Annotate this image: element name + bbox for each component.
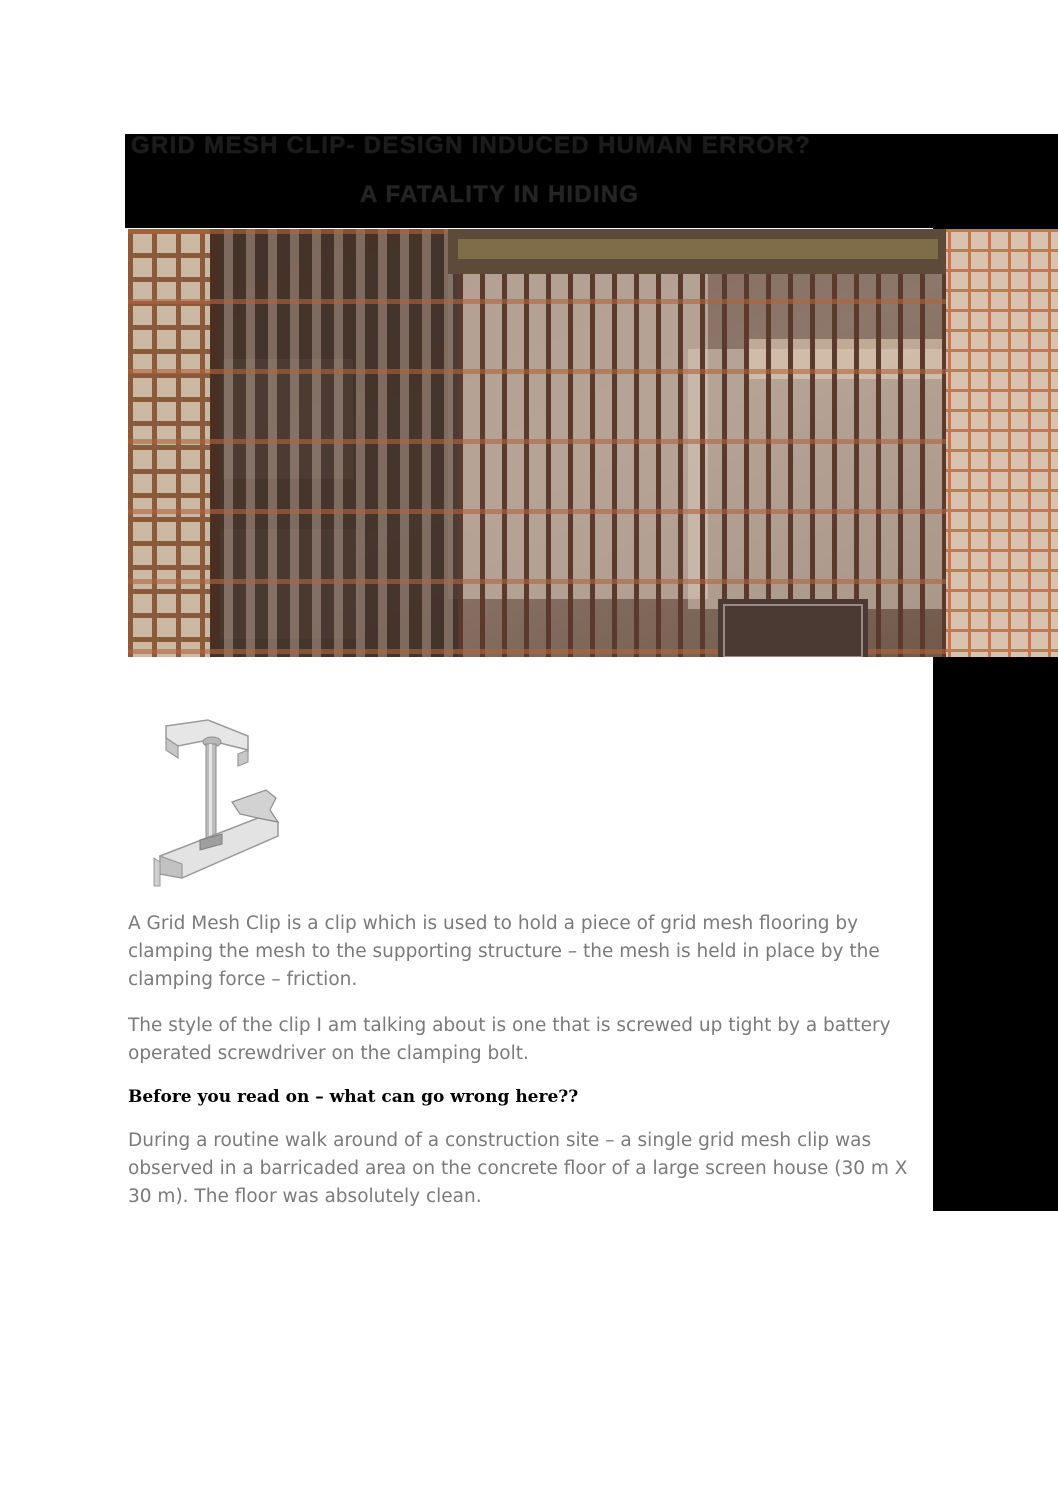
grid-mesh-floor-photo: [128, 229, 1058, 657]
decorative-side-bar: [933, 657, 1058, 1211]
title-banner-extension: [933, 134, 1058, 229]
paragraph-clip-style: The style of the clip I am talking about is one that is screwed up tight by a battery operated screwdriver on the clamping bolt.: [128, 1015, 891, 1064]
document-subtitle: A FATALITY IN HIDING: [360, 181, 640, 208]
document-title: GRID MESH CLIP- DESIGN INDUCED HUMAN ERROR?: [131, 132, 811, 159]
paragraph-clip-definition: A Grid Mesh Clip is a clip which is used to hold a piece of grid mesh flooring by clamping the mesh to the supporting structure – the mesh is held in place by the clamping force – friction.: [128, 913, 880, 990]
question-heading: Before you read on – what can go wrong here??: [128, 1087, 579, 1107]
paragraph-site-observation: During a routine walk around of a construction site – a single grid mesh clip was observed in a barricaded area on the concrete floor of a large screen house (30 m X 30 m). The floor was absolutely clean.: [128, 1130, 908, 1207]
grid-mesh-clip-illustration: [148, 718, 288, 888]
